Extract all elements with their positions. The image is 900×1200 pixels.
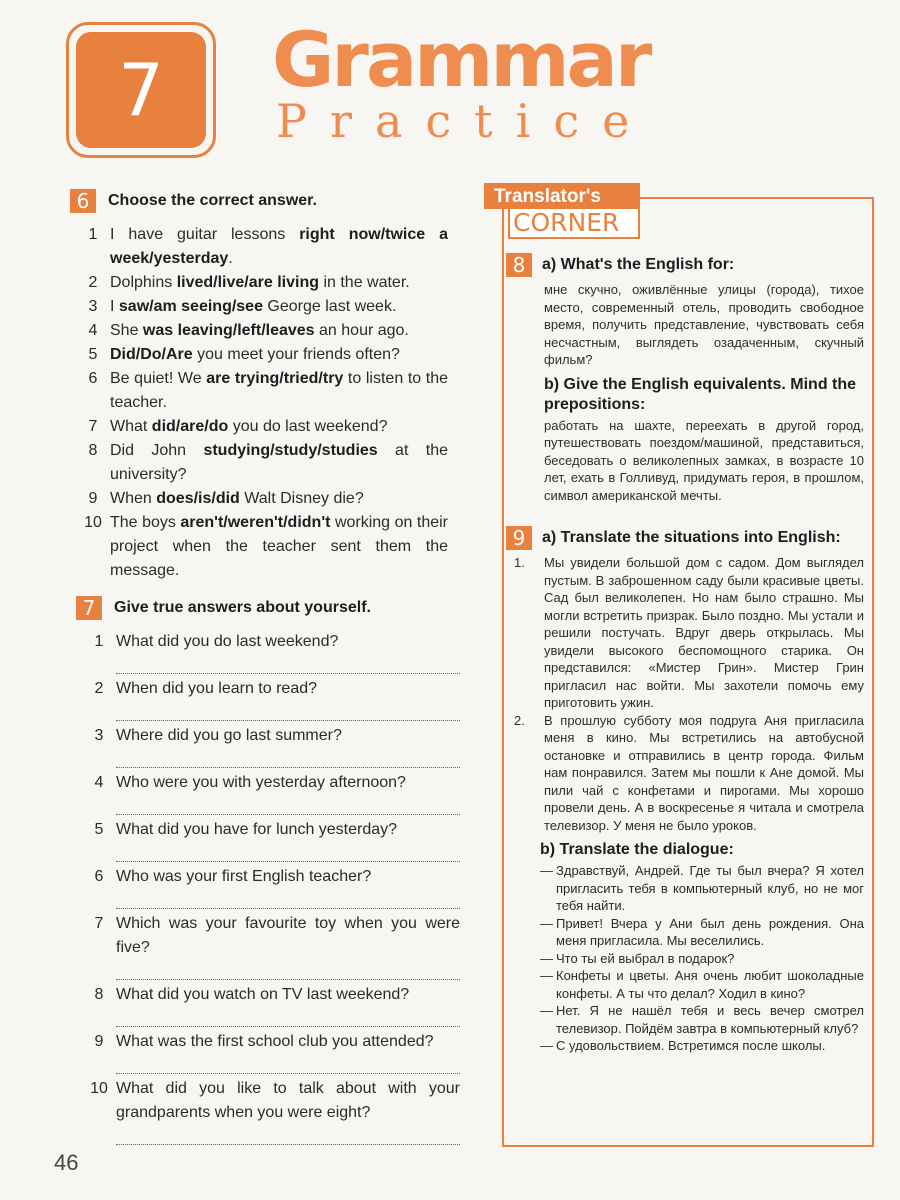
ex6-item-text [110,295,448,319]
ex6-item [76,271,448,295]
ex7-item [82,724,460,768]
ex6-item [76,367,448,415]
unit-number: 7 [118,48,164,132]
situation-text: Мы увидели большой дом с садом. Дом выглядел пустым. В заброшенном саду были красивые цветы. Сад был великолепен. Но нам было страшно. Мы могли встретить призрак. Было поздно. Мы устали и решили постучать. Вдруг дверь открылась. Мы увидели высокого беспомощного старика. Он представился: «Мистер Грин». Мистер Грин пригласил нас войти. Мы захотели помочь ему приготовить ужин. [544,555,864,710]
situation-number: 1. [514,555,525,570]
ex6-text-part: Be quiet! We [110,370,207,387]
ex6-text-part: . [228,250,233,267]
ex9-a-title: a) Translate the situations into English: [542,529,841,546]
ex6-item-number: 4 [88,322,98,339]
unit-number-box [66,22,216,158]
ex6-item-text [110,367,448,415]
translators-corner-tab [484,183,640,239]
ex6-item [76,511,448,583]
ex6-answer-options: does/is/did [156,490,240,507]
ex7-question: What did you have for lunch yesterday? [116,821,398,838]
dialogue-dash: — [540,1038,553,1053]
ex6-item-text [110,271,448,295]
ex9-dialogue [540,862,864,1055]
ex6-text-part: She [110,322,143,339]
ex6-title: Choose the correct answer. [108,192,317,209]
translators-corner-tab-bottom: CORNER [508,209,640,239]
ex6-item-text [110,511,448,583]
ex8-badge: 8 [506,253,532,277]
ex6-item-text [110,487,448,511]
ex9-badge: 9 [506,526,532,550]
ex7-item-number: 10 [90,1080,108,1097]
answer-line[interactable] [116,795,460,815]
ex7-item [82,818,460,862]
dialogue-text: Что ты ей выбрал в подарок? [556,950,735,966]
ex7-question: When did you learn to read? [116,680,318,697]
page-number: 46 [54,1150,79,1175]
ex6-text-part: at the university? [110,442,448,483]
ex6-badge: 6 [70,189,96,213]
ex6-item-number: 2 [88,274,98,291]
ex7-item [82,865,460,909]
ex6-text-part: I have guitar lessons [110,226,300,243]
ex6-item-number: 7 [88,418,98,435]
ex6-text-part: in the water. [319,274,410,291]
ex7-item-number: 8 [94,986,104,1003]
ex6-text-part: Dolphins [110,274,177,291]
ex6-text-part: I [110,298,119,315]
translators-corner-panel [502,197,874,1147]
dialogue-dash: — [540,968,553,983]
ex6-item-number: 3 [88,298,98,315]
situation-item [514,554,864,712]
ex6-answer-options: lived/live/are living [176,274,319,291]
ex6-item [76,295,448,319]
ex6-answer-options: studying/study/studies [203,442,378,459]
ex7-item-number: 6 [94,868,104,885]
dialogue-text: С удовольствием. Встретимся после школы. [556,1038,826,1053]
dialogue-dash: — [540,915,553,931]
ex7-item-number: 9 [94,1033,104,1050]
ex6-item-number: 10 [84,514,102,531]
dialogue-text: Нет. Я не нашёл тебя и весь вечер смотрел телевизор. Пойдём завтра в компьютерный клуб? [556,1003,864,1036]
ex8-b-text: работать на шахте, переехать в другой город, путешествовать поездом/машиной, представиться, беседовать о великолепных замках, в возрасте 10 лет, ехать в Голливуд, придумать героя, в прошлом, символ американской мечты. [544,417,864,503]
ex7-item [82,630,460,674]
ex6-item [76,343,448,367]
ex6-text-part: you meet your friends often? [192,346,400,363]
answer-line[interactable] [116,842,460,862]
answer-line[interactable] [116,960,460,980]
ex7-title: Give true answers about yourself. [114,599,371,616]
ex7-question: Where did you go last summer? [116,727,342,744]
ex6-item-number: 8 [88,442,98,459]
dialogue-dash: — [540,863,553,878]
ex6-item-text [110,343,448,367]
ex6-item-number: 1 [88,226,98,243]
ex7-item-number: 3 [94,727,104,744]
answer-line[interactable] [116,701,460,721]
answer-line[interactable] [116,748,460,768]
ex7-question: What did you watch on TV last weekend? [116,986,410,1003]
ex7-item-number: 2 [94,680,104,697]
ex6-answer-options: are trying/tried/try [206,370,344,387]
ex9-situations [514,554,864,834]
answer-line[interactable] [116,1054,460,1074]
ex6-item-text [110,223,448,271]
ex6-answer-options: saw/am seeing/see [118,298,263,315]
dialogue-line [540,1037,864,1055]
dialogue-text: Здравствуй, Андрей. Где ты был вчера? Я хотел пригласить тебя в компьютерный клуб, но не мог тебя найти. [556,863,864,913]
ex6-item [76,415,448,439]
ex6-answer-options: right now/twice a week/yesterday [110,226,448,267]
answer-line[interactable] [116,1007,460,1027]
ex6-item-text [110,439,448,487]
answer-line[interactable] [116,654,460,674]
ex6-text-part: What [110,418,152,435]
ex6-answer-options: was leaving/left/leaves [142,322,315,339]
ex6-text-part: an hour ago. [314,322,409,339]
answer-line[interactable] [116,889,460,909]
ex7-item [82,771,460,815]
ex6-item-number: 5 [88,346,98,363]
ex7-item-number: 5 [94,821,104,838]
ex6-text-part: When [110,490,157,507]
ex8-a-text: мне скучно, оживлённые улицы (города), тихое место, современный отель, проводить свободное время, получить представление, чувствовать себя несчастным, выглядеть озадаченным, скучный фильм? [544,282,864,367]
ex6-answer-options: did/are/do [151,418,229,435]
ex6-item [76,439,448,487]
ex6-text-part: The boys [110,514,181,531]
situation-number: 2. [514,712,525,728]
situation-item [514,712,864,835]
ex7-badge: 7 [76,596,102,620]
ex7-question: Who were you with yesterday afternoon? [116,774,406,791]
dialogue-dash: — [540,950,553,966]
dialogue-line [540,967,864,1002]
page-title: Grammar [272,15,650,104]
ex6-text-part: Did John [110,442,204,459]
ex7-question: What did you do last weekend? [116,633,339,650]
ex7-question: What was the first school club you attended? [116,1033,434,1050]
ex7-heading [76,596,371,620]
ex7-question: Which was your favourite toy when you were five? [116,915,460,956]
ex7-question: What did you like to talk about with your grandparents when you were eight? [116,1080,460,1121]
ex6-item-number: 9 [88,490,98,507]
ex7-item [82,1030,460,1074]
ex7-item-number: 7 [94,915,104,932]
ex6-answer-options: aren't/weren't/didn't [180,514,331,531]
dialogue-line [540,1002,864,1037]
dialogue-text: Привет! Вчера у Ани был день рождения. Она меня пригласила. Мы веселились. [556,915,864,948]
ex6-item-text [110,415,448,439]
ex6-item-number: 6 [88,370,98,387]
ex7-list [82,630,460,1148]
ex6-text-part: Walt Disney die? [239,490,364,507]
ex6-item [76,223,448,271]
situation-text: В прошлую субботу моя подруга Аня пригласила меня в кино. Мы встретились на автобусной остановке и отправились в центр города. Фильм нам понравился. Затем мы пошли к Ане домой. Мы пили чай с конфетами и пирогами. Мы хорошо провели день. А в воскресенье я читала и смотрела телевизор. У меня не было уроков. [544,712,864,833]
ex6-text-part: working on their project when the teacher sent them the message. [110,514,448,579]
ex7-item-number: 1 [94,633,104,650]
ex6-text-part: to listen to the teacher. [110,370,449,411]
ex6-answer-options: Did/Do/Are [110,346,193,363]
ex7-item [82,983,460,1027]
dialogue-line [540,950,864,968]
ex9-heading [506,526,864,550]
dialogue-dash: — [540,1003,553,1018]
ex7-item-number: 4 [94,774,104,791]
ex6-text-part: George last week. [262,298,397,315]
ex6-list [76,223,448,583]
ex9-b-title: b) Translate the dialogue: [540,841,734,858]
ex7-item [82,912,460,980]
ex7-question: Who was your first English teacher? [116,868,372,885]
ex8-a-title: a) What's the English for: [542,256,735,273]
dialogue-line [540,862,864,915]
ex6-item [76,487,448,511]
ex7-item [82,677,460,721]
dialogue-text: Конфеты и цветы. Аня очень любит шоколадные конфеты. А ты что делал? Ходил в кино? [556,968,864,1001]
page-subtitle: Practice [276,94,653,148]
ex8-heading [506,253,864,277]
unit-number-fill [76,32,206,148]
translators-corner-tab-top: Translator's [484,183,640,209]
dialogue-line [540,915,864,950]
ex6-heading [70,189,317,213]
answer-line[interactable] [116,1125,460,1145]
ex6-item [76,319,448,343]
ex6-text-part: you do last weekend? [228,418,388,435]
ex6-item-text [110,319,448,343]
ex8-b-title: b) Give the English equivalents. Mind the prepositions: [544,375,857,413]
ex7-item [82,1077,460,1145]
